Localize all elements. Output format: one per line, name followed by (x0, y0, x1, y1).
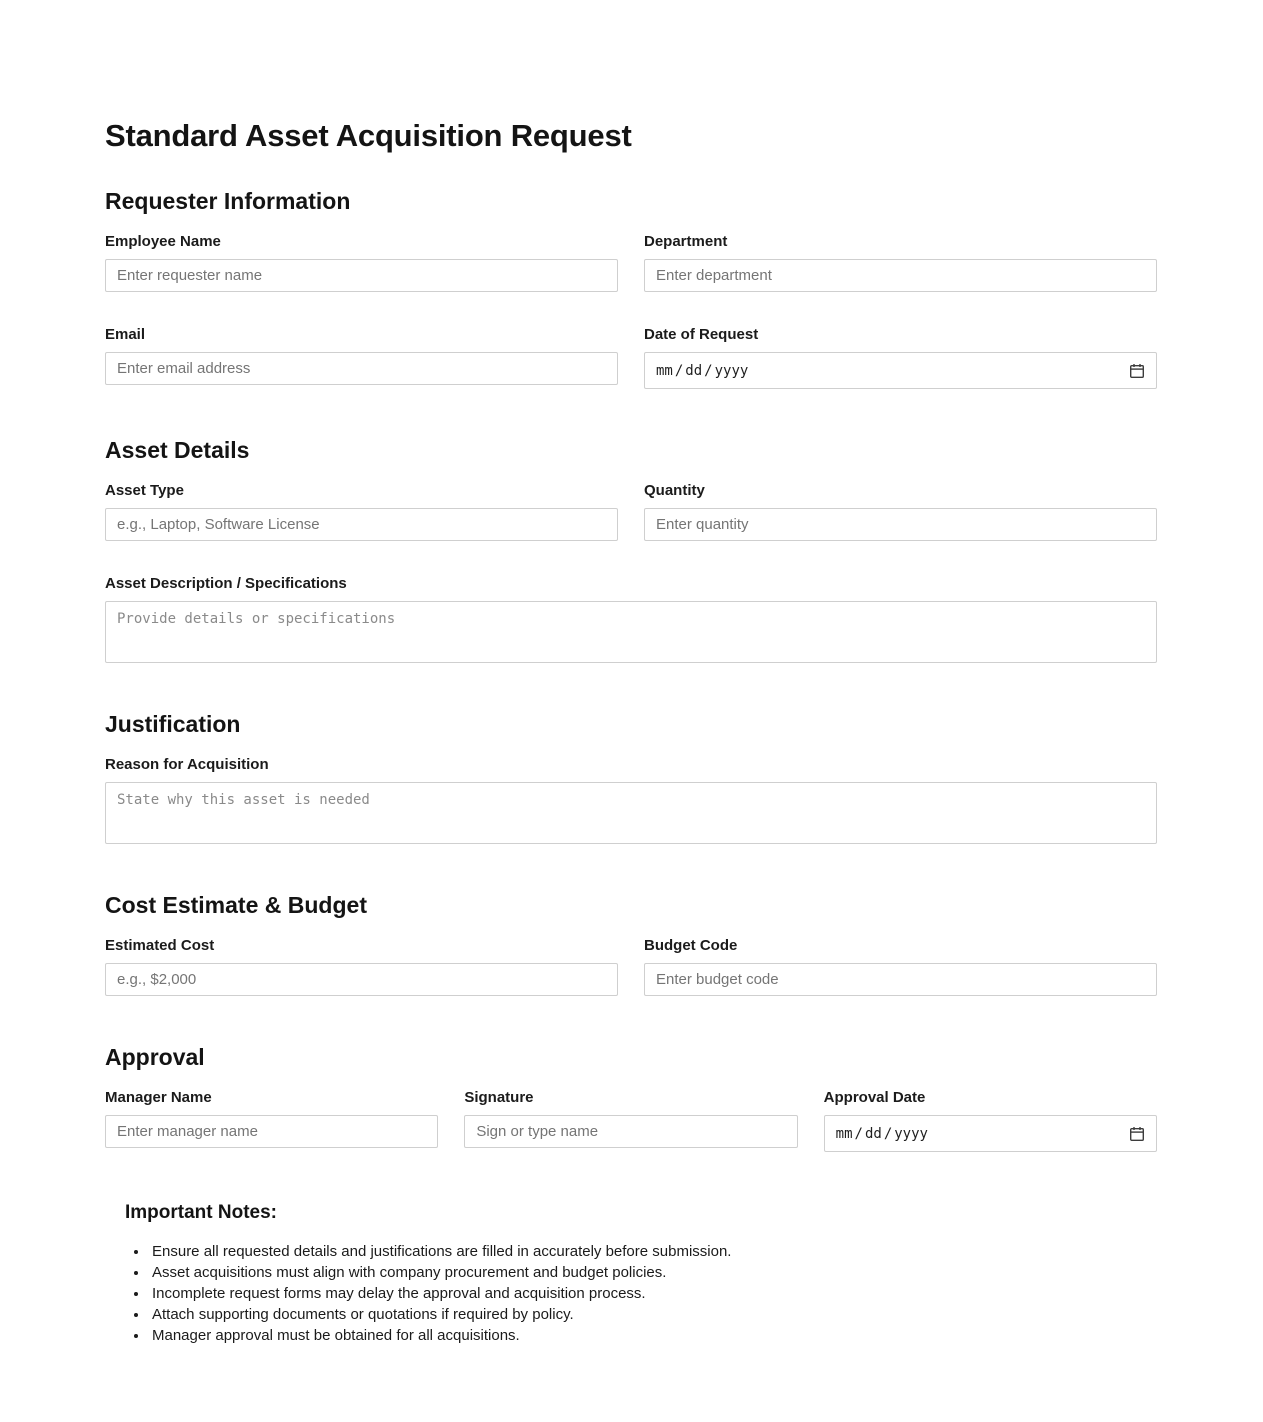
field-signature (464, 1089, 797, 1152)
asset-type-input[interactable] (105, 508, 618, 541)
estimated-cost-input[interactable] (105, 963, 618, 996)
field-reason (105, 756, 1157, 844)
asset-type-label: Asset Type (105, 482, 184, 499)
field-asset-description (105, 575, 1157, 663)
calendar-icon[interactable] (1129, 363, 1145, 379)
email-field[interactable] (105, 352, 618, 385)
form-page (105, 0, 1157, 1344)
important-notes-list (105, 1241, 1157, 1346)
justification-fields (105, 756, 1157, 844)
section-heading-approval: Approval (105, 1044, 205, 1070)
employee-name-label: Employee Name (105, 233, 221, 250)
calendar-icon[interactable] (1129, 1126, 1145, 1142)
approval-date-input[interactable] (824, 1115, 1157, 1152)
asset-fields (105, 482, 1157, 663)
date-placeholder-text: mm / dd / yyyy (656, 362, 749, 379)
section-heading-cost: Cost Estimate & Budget (105, 892, 367, 918)
signature-label: Signature (464, 1089, 534, 1106)
field-approval-date (824, 1089, 1157, 1152)
department-input[interactable] (644, 259, 1157, 292)
cost-fields (105, 937, 1157, 996)
quantity-label: Quantity (644, 482, 705, 499)
manager-name-label: Manager Name (105, 1089, 212, 1106)
date-of-request-label: Date of Request (644, 326, 759, 343)
note-item: • Attach supporting documents or quotations if required by policy. (149, 1304, 1157, 1325)
reason-label: Reason for Acquisition (105, 756, 269, 773)
section-heading-asset-details: Asset Details (105, 437, 250, 463)
approval-date-label: Approval Date (823, 1089, 926, 1106)
email-label: Email (105, 326, 146, 343)
department-label: Department (644, 233, 728, 250)
requester-fields (105, 233, 1157, 389)
field-department (644, 233, 1157, 292)
date-of-request-input[interactable] (644, 352, 1157, 389)
field-date-of-request (644, 326, 1157, 389)
signature-input[interactable] (464, 1115, 797, 1148)
section-heading-justification: Justification (105, 711, 241, 737)
field-quantity (644, 482, 1157, 541)
section-heading-requester-information: Requester Information (105, 188, 351, 214)
budget-code-input[interactable] (644, 963, 1157, 996)
note-item: • Manager approval must be obtained for all acquisitions. (149, 1325, 1157, 1346)
note-item: • Incomplete request forms may delay the approval and acquisition process. (149, 1283, 1157, 1304)
field-manager-name (105, 1089, 438, 1152)
note-item: • Ensure all requested details and justifications are filled in accurately before submission. (149, 1241, 1157, 1262)
field-budget-code (644, 937, 1157, 996)
employee-name-input[interactable] (105, 259, 618, 292)
manager-name-input[interactable] (105, 1115, 438, 1148)
quantity-input[interactable] (644, 508, 1157, 541)
approval-fields (105, 1089, 1157, 1152)
field-asset-type (105, 482, 618, 541)
page-title: Standard Asset Acquisition Request (105, 118, 632, 153)
budget-code-label: Budget Code (644, 937, 738, 954)
asset-description-textarea[interactable] (105, 601, 1157, 663)
field-estimated-cost (105, 937, 618, 996)
asset-description-label: Asset Description / Specifications (105, 575, 347, 592)
field-employee-name (105, 233, 618, 292)
important-notes-heading: Important Notes: (125, 1202, 277, 1223)
field-email (105, 326, 618, 389)
date-placeholder-text: mm / dd / yyyy (835, 1125, 928, 1142)
important-notes (105, 1202, 1157, 1344)
reason-textarea[interactable] (105, 782, 1157, 844)
estimated-cost-label: Estimated Cost (105, 937, 215, 954)
note-item: • Asset acquisitions must align with company procurement and budget policies. (149, 1262, 1157, 1283)
